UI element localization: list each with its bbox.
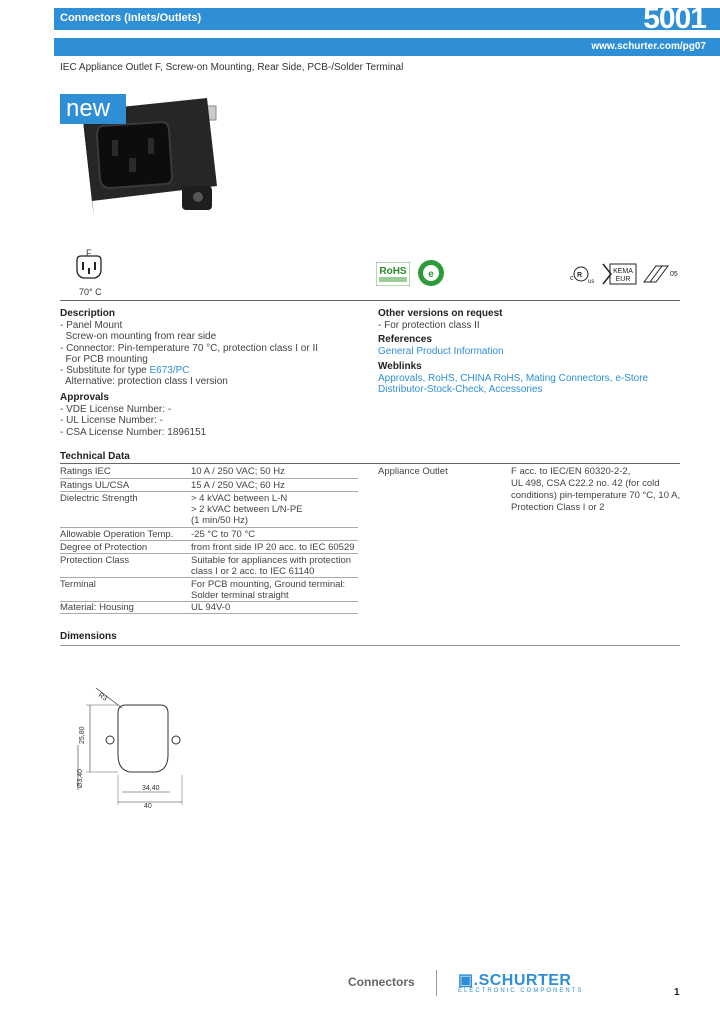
description-line: - Connector: Pin-temperature 70 °C, protection class I or II xyxy=(60,342,318,354)
tech-value: > 2 kVAC between L/N-PE xyxy=(191,504,303,515)
tech-value: UL 94V-0 xyxy=(191,602,231,613)
row-divider xyxy=(60,540,358,541)
technical-divider xyxy=(60,463,680,464)
tech-value: from front side IP 20 acc. to IEC 60529 xyxy=(191,542,355,553)
approvals-list xyxy=(60,404,206,438)
description-line: Screw-on mounting from rear side xyxy=(60,331,217,343)
enec-icon xyxy=(642,262,682,286)
svg-text:EUR: EUR xyxy=(615,276,631,283)
tech-value: For PCB mounting, Ground terminal: xyxy=(191,579,346,590)
ul-recognized-icon xyxy=(566,262,596,286)
logo-mark-icon: ▣. xyxy=(458,972,479,989)
svg-text:Ø3,40: Ø3,40 xyxy=(77,768,84,788)
new-badge: new xyxy=(60,94,126,124)
tech-value: Solder terminal straight xyxy=(191,590,289,601)
approval-line: - VDE License Number: - xyxy=(60,404,172,415)
tech-value: conditions) pin-temperature 70 °C, 10 A, xyxy=(511,490,681,501)
tech-value: Protection Class I or 2 xyxy=(511,502,605,513)
tech-label: Degree of Protection xyxy=(60,542,148,553)
row-divider xyxy=(60,491,358,492)
schurter-logo xyxy=(458,970,583,994)
tech-label: Material: Housing xyxy=(60,602,134,613)
footer-section-label: Connectors xyxy=(348,975,415,989)
tech-value: Suitable for appliances with protection xyxy=(191,555,352,566)
description-line: Alternative: protection class I version xyxy=(60,376,228,388)
tech-label: Ratings UL/CSA xyxy=(60,480,130,491)
tech-label: Ratings IEC xyxy=(60,466,111,477)
page-number: 1 xyxy=(674,987,680,998)
svg-text:34,40: 34,40 xyxy=(142,785,160,792)
svg-text:c: c xyxy=(570,275,574,282)
outlet-symbol-icon xyxy=(72,246,106,286)
section-divider xyxy=(60,300,680,301)
svg-text:R3: R3 xyxy=(96,691,109,703)
weblinks-line[interactable]: Distributor-Stock-Check, Accessories xyxy=(378,384,543,395)
description-heading: Description xyxy=(60,308,116,319)
svg-text:40: 40 xyxy=(144,803,152,810)
substitute-link[interactable]: E673/PC xyxy=(149,365,190,377)
product-subtitle: IEC Appliance Outlet F, Screw-on Mounting, Rear Side, PCB-/Solder Terminal xyxy=(60,62,404,73)
references-heading: References xyxy=(378,334,432,345)
part-number: 5001 xyxy=(643,2,706,35)
tech-label: Dielectric Strength xyxy=(60,493,138,504)
kema-icon xyxy=(601,262,637,286)
tech-value: > 4 kVAC between L-N xyxy=(191,493,288,504)
logo-brand: ▣.SCHURTER xyxy=(458,972,572,989)
tech-value: (1 min/50 Hz) xyxy=(191,515,249,526)
symbol-temp: 70° C xyxy=(79,287,102,297)
row-divider xyxy=(60,553,358,554)
weblinks-line[interactable]: Approvals, RoHS, CHINA RoHS, Mating Connectors, e-Store xyxy=(378,373,649,384)
svg-text:05: 05 xyxy=(670,271,678,278)
tech-label: Terminal xyxy=(60,579,96,590)
description-line: - Substitute for type E673/PC xyxy=(60,365,190,377)
tech-value: 15 A / 250 VAC; 60 Hz xyxy=(191,480,285,491)
description-line: For PCB mounting xyxy=(60,353,148,365)
general-info-link[interactable]: General Product Information xyxy=(378,346,504,357)
footer-separator xyxy=(436,970,437,996)
rohs-icon xyxy=(376,262,410,286)
dimension-drawing xyxy=(70,680,220,810)
svg-text:us: us xyxy=(588,279,595,285)
svg-text:RoHS: RoHS xyxy=(379,266,407,277)
tech-value: -25 °C to 70 °C xyxy=(191,529,256,540)
row-divider xyxy=(60,577,358,578)
approval-line: - UL License Number: - xyxy=(60,415,163,427)
row-divider xyxy=(60,527,358,528)
approval-line: - CSA License Number: 1896151 xyxy=(60,426,207,438)
dimensions-divider xyxy=(60,645,680,646)
weblinks-heading: Weblinks xyxy=(378,361,422,372)
symbol-letter: F xyxy=(86,248,92,258)
row-divider xyxy=(60,478,358,479)
description-list xyxy=(60,320,318,388)
dimensions-heading: Dimensions xyxy=(60,631,117,642)
row-divider xyxy=(60,613,358,614)
website-link[interactable]: www.schurter.com/pg07 xyxy=(591,41,706,52)
other-versions-line: - For protection class II xyxy=(378,320,480,331)
tech-label: Protection Class xyxy=(60,555,130,566)
tech-value: F acc. to IEC/EN 60320-2-2, xyxy=(511,466,631,477)
tech-value: 10 A / 250 VAC; 50 Hz xyxy=(191,466,285,477)
svg-text:25,80: 25,80 xyxy=(79,726,86,744)
approvals-heading: Approvals xyxy=(60,392,109,403)
svg-text:KEMA: KEMA xyxy=(613,268,633,275)
technical-heading: Technical Data xyxy=(60,451,130,462)
tech-label: Allowable Operation Temp. xyxy=(60,529,174,540)
description-line: - Panel Mount xyxy=(60,320,123,331)
logo-tagline: ELECTRONIC COMPONENTS xyxy=(458,988,584,994)
tech-value: UL 498, CSA C22.2 no. 42 (for cold xyxy=(511,478,660,489)
tech-label: Appliance Outlet xyxy=(378,466,448,477)
svg-text:R: R xyxy=(577,272,583,279)
other-versions-heading: Other versions on request xyxy=(378,308,503,319)
svg-text:e: e xyxy=(428,269,434,280)
tech-value: class I or 2 acc. to IEC 61140 xyxy=(191,566,315,577)
category-title: Connectors (Inlets/Outlets) xyxy=(60,12,202,24)
china-rohs-icon xyxy=(415,258,447,288)
